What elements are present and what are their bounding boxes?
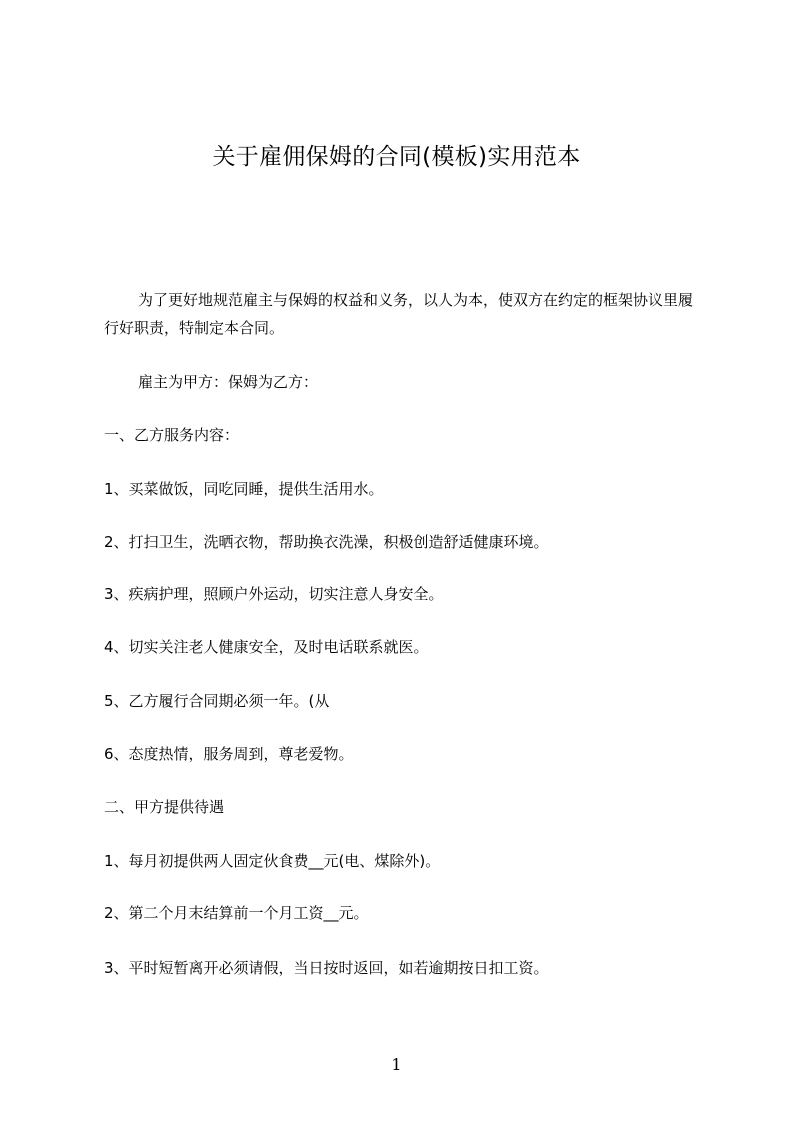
section1-item: 2、打扫卫生，洗晒衣物，帮助换衣洗澡，积极创造舒适健康环境。 [104, 533, 549, 551]
page-number: 1 [391, 1055, 402, 1074]
section1-item: 3、疾病护理，照顾户外运动，切实注意人身安全。 [104, 585, 444, 603]
section1-heading: 一、乙方服务内容： [104, 426, 240, 444]
section1-item: 4、切实关注老人健康安全，及时电话联系就医。 [104, 638, 429, 656]
intro-paragraph: 为了更好地规范雇主与保姆的权益和义务，以人为本，使双方在约定的框架协议里履行好职责，特制定本合同。 [104, 291, 694, 337]
section2-item: 3、平时短暂离开必须请假，当日按时返回，如若逾期按日扣工资。 [104, 959, 549, 977]
section1-item: 5、乙方履行合同期必须一年。(从 [104, 692, 330, 710]
parties-line: 雇主为甲方：保姆为乙方： [138, 373, 319, 391]
section1-item: 1、买菜做饭，同吃同睡，提供生活用水。 [104, 480, 384, 498]
section2-item: 1、每月初提供两人固定伙食费__元(电、煤除外)。 [104, 852, 441, 870]
section2-heading: 二、甲方提供待遇 [104, 798, 225, 816]
section1-item: 6、态度热情，服务周到，尊老爱物。 [104, 745, 354, 763]
document-title: 关于雇佣保姆的合同(模板)实用范本 [212, 144, 581, 170]
section2-item: 2、第二个月末结算前一个月工资__元。 [104, 904, 369, 922]
